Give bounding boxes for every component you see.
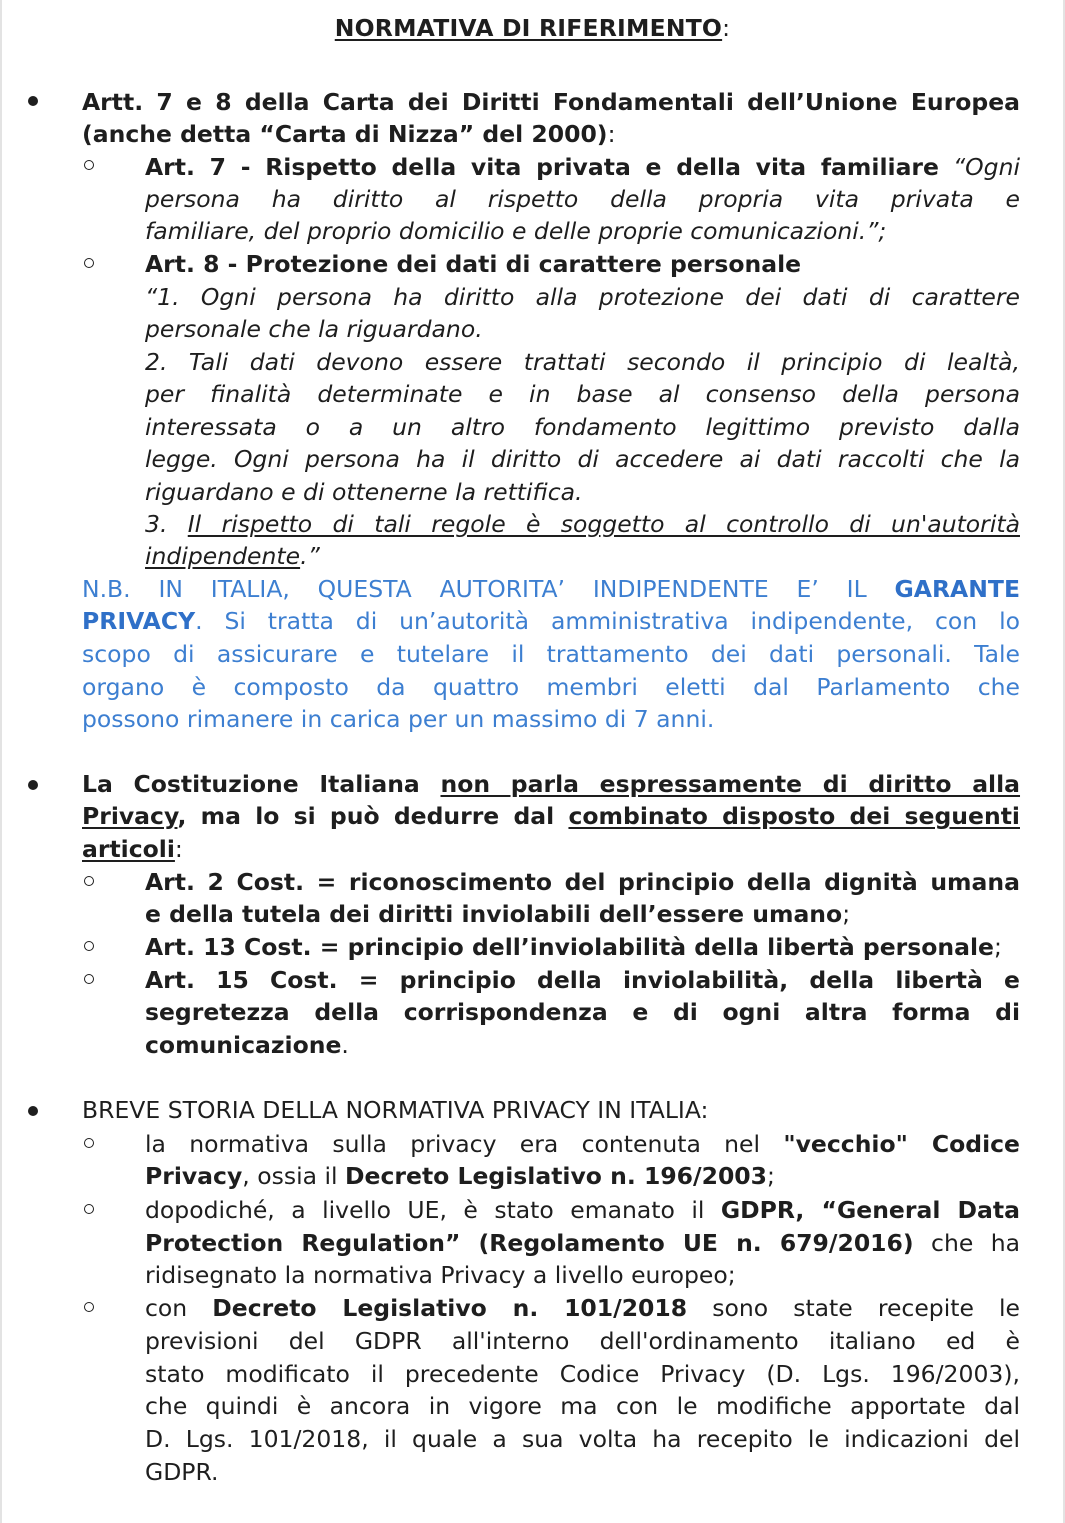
nb-line1: N.B. IN ITALIA, QUESTA AUTORITA’ INDIPENDENTE E’ IL GARANTE <box>82 575 1020 603</box>
art13-line: Art. 13 Cost. = principio dell’inviolabilità della libertà personale; <box>145 933 1002 961</box>
section2-line2: Privacy, ma lo si può dedurre dal combinato disposto dei seguenti <box>82 802 1020 830</box>
art8-line7: riguardano e di ottenerne la rettifica. <box>145 478 583 506</box>
art2-line1: Art. 2 Cost. = riconoscimento del principio della dignità umana <box>145 868 1020 896</box>
history3-line3: stato modificato il precedente Codice Privacy (D. Lgs. 196/2003), <box>145 1360 1020 1388</box>
history3-line5: D. Lgs. 101/2018, il quale a sua volta ha recepito le indicazioni del <box>145 1425 1020 1453</box>
history3-line1: con Decreto Legislativo n. 101/2018 sono state recepite le <box>145 1294 1020 1322</box>
section3-heading: BREVE STORIA DELLA NORMATIVA PRIVACY IN ITALIA: <box>82 1096 709 1124</box>
art8-line4: per finalità determinate e in base al consenso della persona <box>145 380 1020 408</box>
section2-line3: articoli: <box>82 835 183 863</box>
nb-line4: organo è composto da quattro membri eletti dal Parlamento che <box>82 673 1020 701</box>
art8-line3: 2. Tali dati devono essere trattati secondo il principio di lealtà, <box>145 348 1020 376</box>
section1-heading-line1: Artt. 7 e 8 della Carta dei Diritti Fondamentali dell’Unione Europea <box>82 88 1020 116</box>
section2-line1: La Costituzione Italiana non parla espressamente di diritto alla <box>82 770 1021 798</box>
art8-line8: 3. Il rispetto di tali regole è soggetto al controllo di un'autorità <box>145 510 1020 538</box>
art8-line9: indipendente.” <box>145 542 320 570</box>
page-title: NORMATIVA DI RIFERIMENTO: <box>334 14 731 42</box>
art7-line1: Art. 7 - Rispetto della vita privata e della vita familiare “Ogni <box>145 153 1020 181</box>
subbullet-history3 <box>84 1302 94 1312</box>
history2-line1: dopodiché, a livello UE, è stato emanato il GDPR, “General Data <box>145 1196 1020 1224</box>
art2-line2: e della tutela dei diritti inviolabili dell’essere umano; <box>145 900 851 928</box>
subbullet-art2 <box>84 876 94 886</box>
subbullet-art8 <box>84 258 94 268</box>
history3-line4: che quindi è ancora in vigore ma con le modifiche apportate dal <box>145 1392 1020 1420</box>
bullet-section2 <box>28 780 38 790</box>
nb-line2: PRIVACY. Si tratta di un’autorità amministrativa indipendente, con lo <box>82 607 1020 635</box>
nb-line5: possono rimanere in carica per un massimo di 7 anni. <box>82 705 715 733</box>
nb-line3: scopo di assicurare e tutelare il trattamento dei dati personali. Tale <box>82 640 1020 668</box>
page-edge-left <box>0 0 2 1523</box>
section1-heading-line2: (anche detta “Carta di Nizza” del 2000): <box>82 120 616 148</box>
bullet-section1 <box>28 96 38 106</box>
subbullet-art15 <box>84 974 94 984</box>
history2-line3: ridisegnato la normativa Privacy a livello europeo; <box>145 1261 736 1289</box>
bullet-section3 <box>28 1106 38 1116</box>
art8-heading: Art. 8 - Protezione dei dati di carattere personale <box>145 250 802 278</box>
art8-line2: personale che la riguardano. <box>145 315 483 343</box>
subbullet-history2 <box>84 1204 94 1214</box>
art8-line6: legge. Ogni persona ha il diritto di accedere ai dati raccolti che la <box>145 445 1020 473</box>
art7-line3: familiare, del proprio domicilio e delle proprie comunicazioni.”; <box>145 217 887 245</box>
history2-line2: Protection Regulation” (Regolamento UE n. 679/2016) che ha <box>145 1229 1020 1257</box>
subbullet-art7 <box>84 160 94 170</box>
history1-line2: Privacy, ossia il Decreto Legislativo n. 196/2003; <box>145 1162 775 1190</box>
art15-line2: segretezza della corrispondenza e di ogni altra forma di <box>145 998 1020 1026</box>
history3-line2: previsioni del GDPR all'interno dell'ordinamento italiano ed è <box>145 1327 1020 1355</box>
subbullet-history1 <box>84 1138 94 1148</box>
art8-line5: interessata o a un altro fondamento legittimo previsto dalla <box>145 413 1020 441</box>
art15-line3: comunicazione. <box>145 1031 349 1059</box>
art8-line1: “1. Ogni persona ha diritto alla protezione dei dati di carattere <box>145 283 1020 311</box>
art7-line2: persona ha diritto al rispetto della propria vita privata e <box>145 185 1020 213</box>
history1-line1: la normativa sulla privacy era contenuta nel "vecchio" Codice <box>145 1130 1020 1158</box>
art15-line1: Art. 15 Cost. = principio della inviolabilità, della libertà e <box>145 966 1020 994</box>
subbullet-art13 <box>84 941 94 951</box>
history3-line6: GDPR. <box>145 1458 219 1486</box>
